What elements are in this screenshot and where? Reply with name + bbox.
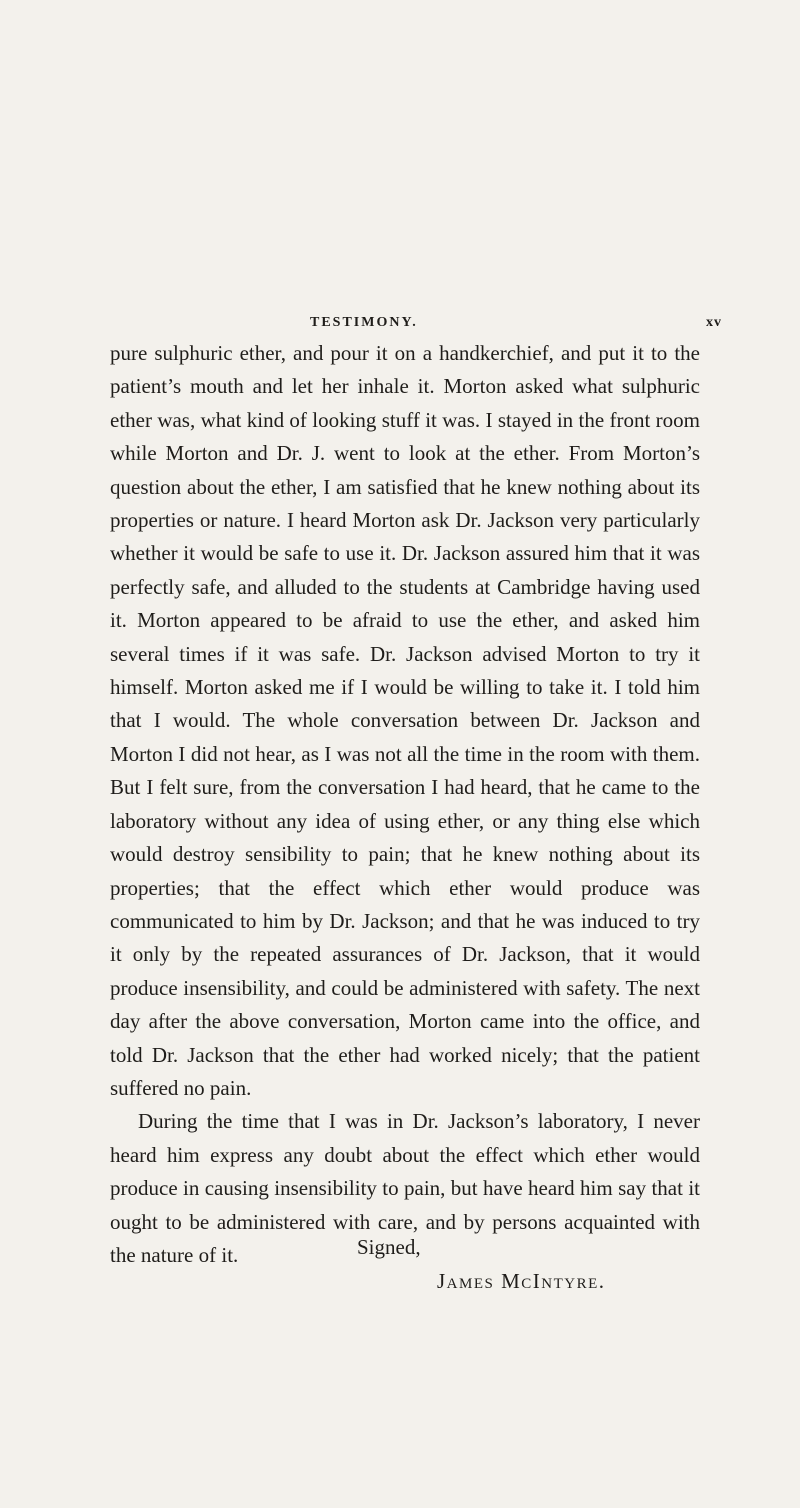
running-title: TESTIMONY.: [310, 315, 418, 330]
paragraph-continued: pure sulphuric ether, and pour it on a handkerchief, and put it to the patient’s mouth and let her inhale it. Morton asked what sulphuric ether was, what kind of looking stuff it was. I stayed in the front room while Morton and Dr. J. went to look at the ether. From Morton’s question about the ether, I am satisfied that he knew nothing about its properties or nature. I heard Morton ask Dr. Jackson very particularly whether it would be safe to use it. Dr. Jackson assured him that it was perfectly safe, and alluded to the students at Cambridge having used it. Morton appeared to be afraid to use the ether, and asked him several times if it was safe. Dr. Jackson advised Morton to try it himself. Morton asked me if I would be willing to take it. I told him that I would. The whole conversation between Dr. Jackson and Morton I did not hear, as I was not all the time in the room with them. But I felt sure, from the conversation I had heard, that he came to the laboratory without any idea of using ether, or any thing else which would destroy sensibility to pain; that he knew nothing about its properties; that the effect which ether would produce was communicated to him by Dr. Jackson; and that he was induced to try it only by the repeated assurances of Dr. Jackson, that it would produce insensibility, and could be administered with safety. The next day after the above conversation, Morton came into the office, and told Dr. Jackson that the ether had worked nicely; that the patient suffered no pain.: [110, 341, 700, 1100]
paragraph: During the time that I was in Dr. Jackson’s laboratory, I never heard him express any doubt about the effect which ether would produce in causing insensibility to pain, but have heard him say that it ought to be administered with care, and by persons acquainted with the nature of it.: [110, 1109, 700, 1267]
page-number: xv: [706, 315, 722, 330]
signature-name: James McIntyre.: [437, 1269, 606, 1293]
body-text: [110, 337, 700, 1272]
running-head: [0, 315, 800, 339]
signed-label: Signed,: [357, 1235, 421, 1259]
